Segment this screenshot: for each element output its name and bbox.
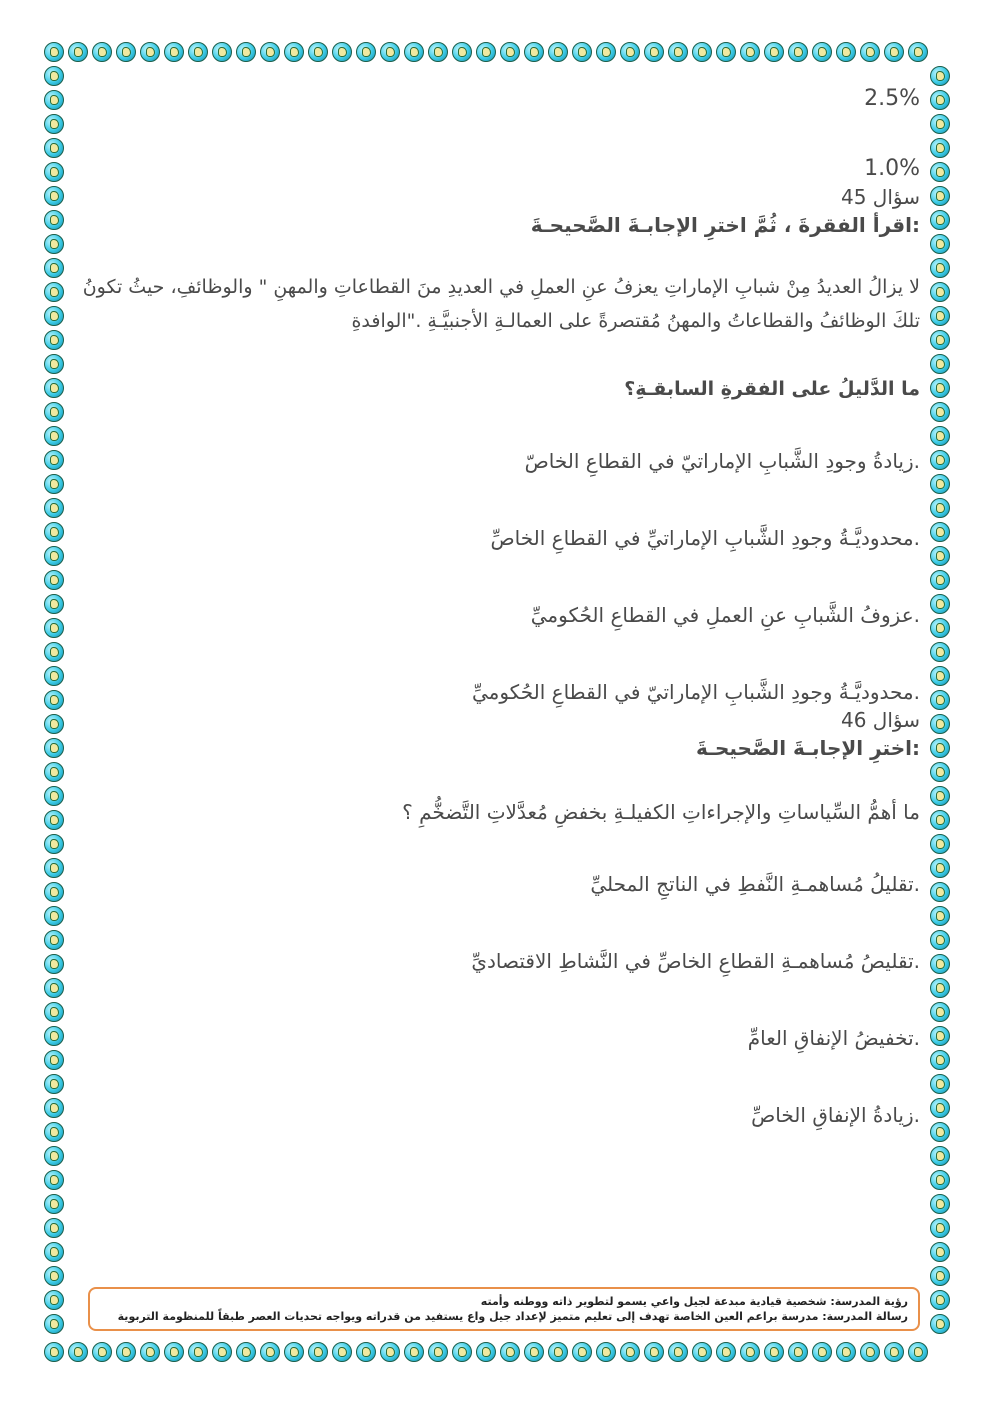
globe-icon bbox=[572, 1342, 592, 1362]
globe-icon bbox=[930, 282, 950, 302]
globe-icon bbox=[212, 42, 232, 62]
globe-icon bbox=[908, 1342, 928, 1362]
globe-icon bbox=[356, 42, 376, 62]
globe-icon bbox=[930, 570, 950, 590]
globe-icon bbox=[428, 42, 448, 62]
globe-icon bbox=[930, 522, 950, 542]
globe-icon bbox=[44, 1290, 64, 1310]
globe-icon bbox=[44, 330, 64, 350]
globe-icon bbox=[908, 42, 928, 62]
globe-icon bbox=[140, 42, 160, 62]
globe-icon bbox=[930, 402, 950, 422]
answer-option[interactable]: .تقليلُ مُساهمـةِ النَّفطِ في الناتجِ المحليِّ bbox=[590, 872, 920, 896]
globe-icon bbox=[44, 834, 64, 854]
globe-icon bbox=[308, 1342, 328, 1362]
globe-icon bbox=[930, 378, 950, 398]
globe-icon bbox=[92, 42, 112, 62]
globe-icon bbox=[380, 1342, 400, 1362]
globe-icon bbox=[930, 306, 950, 326]
globe-icon bbox=[930, 450, 950, 470]
globe-icon bbox=[44, 1002, 64, 1022]
globe-icon bbox=[836, 1342, 856, 1362]
globe-icon bbox=[356, 1342, 376, 1362]
globe-icon bbox=[44, 402, 64, 422]
globe-icon bbox=[716, 42, 736, 62]
answer-option[interactable]: .تخفيضُ الإنفاقِ العامِّ bbox=[747, 1026, 920, 1050]
school-vision: رؤية المدرسة: شخصية قيادية مبدعة لجيل واعي يسمو لتطوير ذاته ووطنه وأمته bbox=[480, 1295, 908, 1308]
globe-icon bbox=[236, 42, 256, 62]
globe-icon bbox=[930, 90, 950, 110]
globe-icon bbox=[930, 258, 950, 278]
globe-icon bbox=[620, 42, 640, 62]
globe-icon bbox=[596, 42, 616, 62]
globe-icon bbox=[44, 666, 64, 686]
question-instruction: :اخترِ الإجابـةَ الصَّحيحـةَ bbox=[696, 736, 920, 760]
globe-icon bbox=[788, 1342, 808, 1362]
globe-icon bbox=[44, 450, 64, 470]
globe-icon bbox=[44, 1026, 64, 1046]
globe-icon bbox=[930, 1242, 950, 1262]
globe-icon bbox=[548, 42, 568, 62]
decorative-border-left bbox=[42, 64, 66, 1336]
globe-icon bbox=[812, 1342, 832, 1362]
decorative-border-right bbox=[928, 64, 952, 1336]
globe-icon bbox=[930, 786, 950, 806]
globe-icon bbox=[572, 42, 592, 62]
school-footer-box bbox=[88, 1287, 920, 1331]
globe-icon bbox=[44, 426, 64, 446]
globe-icon bbox=[44, 714, 64, 734]
decorative-border-top bbox=[42, 40, 930, 64]
globe-icon bbox=[308, 42, 328, 62]
globe-icon bbox=[524, 42, 544, 62]
globe-icon bbox=[188, 42, 208, 62]
globe-icon bbox=[930, 714, 950, 734]
globe-icon bbox=[116, 42, 136, 62]
globe-icon bbox=[428, 1342, 448, 1362]
globe-icon bbox=[44, 474, 64, 494]
globe-icon bbox=[930, 594, 950, 614]
globe-icon bbox=[44, 138, 64, 158]
question-number: سؤال 46 bbox=[841, 708, 920, 732]
globe-icon bbox=[44, 1098, 64, 1118]
globe-icon bbox=[68, 42, 88, 62]
globe-icon bbox=[44, 1122, 64, 1142]
globe-icon bbox=[930, 546, 950, 566]
globe-icon bbox=[930, 618, 950, 638]
globe-icon bbox=[44, 114, 64, 134]
globe-icon bbox=[644, 42, 664, 62]
answer-option[interactable]: .تقليصُ مُساهمـةِ القطاعِ الخاصِّ في النَّشاطِ الاقتصاديِّ bbox=[471, 949, 920, 973]
globe-icon bbox=[380, 42, 400, 62]
globe-icon bbox=[92, 1342, 112, 1362]
globe-icon bbox=[44, 1242, 64, 1262]
globe-icon bbox=[44, 90, 64, 110]
globe-icon bbox=[44, 354, 64, 374]
globe-icon bbox=[116, 1342, 136, 1362]
globe-icon bbox=[930, 954, 950, 974]
globe-icon bbox=[930, 762, 950, 782]
globe-icon bbox=[930, 1146, 950, 1166]
globe-icon bbox=[452, 42, 472, 62]
globe-icon bbox=[930, 738, 950, 758]
question-stem: ما أهمُّ السِّياساتِ والإجراءاتِ الكفيلـةِ بخفضِ مُعدَّلاتِ التَّضخُّمِ ؟ bbox=[402, 800, 920, 824]
globe-icon bbox=[44, 1146, 64, 1166]
globe-icon bbox=[716, 1342, 736, 1362]
globe-icon bbox=[930, 234, 950, 254]
answer-option[interactable]: .محدوديَّـةُ وجودِ الشَّبابِ الإماراتيِّ في القطاعِ الخاصِّ bbox=[490, 526, 920, 550]
globe-icon bbox=[44, 258, 64, 278]
globe-icon bbox=[212, 1342, 232, 1362]
globe-icon bbox=[548, 1342, 568, 1362]
globe-icon bbox=[44, 882, 64, 902]
globe-icon bbox=[930, 1026, 950, 1046]
globe-icon bbox=[44, 1170, 64, 1190]
globe-icon bbox=[812, 42, 832, 62]
globe-icon bbox=[524, 1342, 544, 1362]
question-stem: ما الدَّليلُ على الفقرةِ السابقـةِ؟ bbox=[624, 378, 920, 400]
globe-icon bbox=[930, 1194, 950, 1214]
globe-icon bbox=[930, 1218, 950, 1238]
globe-icon bbox=[668, 1342, 688, 1362]
globe-icon bbox=[44, 594, 64, 614]
globe-icon bbox=[44, 1266, 64, 1286]
globe-icon bbox=[930, 210, 950, 230]
globe-icon bbox=[404, 1342, 424, 1362]
globe-icon bbox=[476, 42, 496, 62]
globe-icon bbox=[44, 546, 64, 566]
globe-icon bbox=[620, 1342, 640, 1362]
globe-icon bbox=[164, 42, 184, 62]
globe-icon bbox=[44, 306, 64, 326]
globe-icon bbox=[44, 570, 64, 590]
globe-icon bbox=[44, 1314, 64, 1334]
globe-icon bbox=[764, 1342, 784, 1362]
globe-icon bbox=[930, 690, 950, 710]
school-mission: رسالة المدرسة: مدرسة براعم العين الخاصة تهدف إلى تعليم متميز لإعداد جيل واع يستفيد من قدراته ويواجه تحديات العصر طبقاً للمنظومة التربوية bbox=[117, 1310, 908, 1323]
globe-icon bbox=[332, 1342, 352, 1362]
globe-icon bbox=[930, 330, 950, 350]
reading-paragraph: لا يزالُ العديدُ مِنْ شبابِ الإماراتِ يعزفُ عنِ العملِ في العديدِ منَ القطاعاتِ والمهنِ " والوظائفِ، حيثُ تكونُ تلكَ الوظائفُ والقطاعاتُ والمهنُ مُقتصرةً على العمالـةِ الأجنبيَّـةِ ."الوافدةِ bbox=[82, 276, 920, 332]
globe-icon bbox=[930, 882, 950, 902]
globe-icon bbox=[644, 1342, 664, 1362]
question-instruction: :اقرأ الفقرةَ ، ثُمَّ اخترِ الإجابـةَ الصَّحيحـةَ bbox=[530, 213, 920, 237]
globe-icon bbox=[860, 42, 880, 62]
globe-icon bbox=[930, 114, 950, 134]
globe-icon bbox=[44, 378, 64, 398]
globe-icon bbox=[930, 930, 950, 950]
globe-icon bbox=[930, 1290, 950, 1310]
globe-icon bbox=[596, 1342, 616, 1362]
globe-icon bbox=[692, 42, 712, 62]
globe-icon bbox=[44, 210, 64, 230]
globe-icon bbox=[930, 642, 950, 662]
globe-icon bbox=[44, 618, 64, 638]
globe-icon bbox=[44, 906, 64, 926]
globe-icon bbox=[284, 42, 304, 62]
answer-option[interactable]: .زيادةُ وجودِ الشَّبابِ الإماراتيّ في القطاعِ الخاصّ bbox=[524, 449, 920, 473]
globe-icon bbox=[930, 354, 950, 374]
globe-icon bbox=[260, 42, 280, 62]
globe-icon bbox=[44, 978, 64, 998]
globe-icon bbox=[788, 42, 808, 62]
globe-icon bbox=[44, 522, 64, 542]
globe-icon bbox=[884, 1342, 904, 1362]
globe-icon bbox=[44, 1074, 64, 1094]
globe-icon bbox=[884, 42, 904, 62]
globe-icon bbox=[740, 42, 760, 62]
globe-icon bbox=[930, 426, 950, 446]
globe-icon bbox=[44, 738, 64, 758]
globe-icon bbox=[332, 42, 352, 62]
globe-icon bbox=[930, 474, 950, 494]
globe-icon bbox=[930, 906, 950, 926]
globe-icon bbox=[452, 1342, 472, 1362]
globe-icon bbox=[930, 1122, 950, 1142]
globe-icon bbox=[44, 642, 64, 662]
answer-option[interactable]: .عزوفُ الشَّبابِ عنِ العملِ في القطاعِ الحُكوميِّ bbox=[530, 603, 920, 627]
globe-icon bbox=[44, 162, 64, 182]
globe-icon bbox=[44, 282, 64, 302]
globe-icon bbox=[930, 1002, 950, 1022]
globe-icon bbox=[930, 1266, 950, 1286]
globe-icon bbox=[930, 162, 950, 182]
globe-icon bbox=[140, 1342, 160, 1362]
globe-icon bbox=[930, 810, 950, 830]
question-number: سؤال 45 bbox=[841, 185, 920, 209]
globe-icon bbox=[44, 690, 64, 710]
worksheet-content bbox=[80, 84, 920, 1130]
globe-icon bbox=[164, 1342, 184, 1362]
answer-option[interactable]: .محدوديَّـةُ وجودِ الشَّبابِ الإماراتيّ في القطاعِ الحُكوميِّ bbox=[471, 680, 920, 704]
globe-icon bbox=[930, 666, 950, 686]
globe-icon bbox=[44, 1342, 64, 1362]
globe-icon bbox=[404, 42, 424, 62]
globe-icon bbox=[836, 42, 856, 62]
globe-icon bbox=[930, 858, 950, 878]
globe-icon bbox=[44, 42, 64, 62]
globe-icon bbox=[930, 1098, 950, 1118]
option-value: 2.5% bbox=[864, 86, 920, 111]
globe-icon bbox=[476, 1342, 496, 1362]
globe-icon bbox=[692, 1342, 712, 1362]
globe-icon bbox=[44, 1218, 64, 1238]
globe-icon bbox=[188, 1342, 208, 1362]
globe-icon bbox=[930, 138, 950, 158]
globe-icon bbox=[930, 498, 950, 518]
globe-icon bbox=[930, 1050, 950, 1070]
answer-option[interactable]: .زيادةُ الإنفاقِ الخاصِّ bbox=[751, 1103, 920, 1127]
globe-icon bbox=[930, 978, 950, 998]
globe-icon bbox=[44, 762, 64, 782]
globe-icon bbox=[44, 498, 64, 518]
globe-icon bbox=[284, 1342, 304, 1362]
globe-icon bbox=[44, 66, 64, 86]
option-value: 1.0% bbox=[864, 156, 920, 181]
globe-icon bbox=[260, 1342, 280, 1362]
globe-icon bbox=[930, 834, 950, 854]
globe-icon bbox=[44, 810, 64, 830]
globe-icon bbox=[860, 1342, 880, 1362]
globe-icon bbox=[930, 1074, 950, 1094]
globe-icon bbox=[500, 1342, 520, 1362]
decorative-border-bottom bbox=[42, 1340, 930, 1364]
globe-icon bbox=[44, 1194, 64, 1214]
globe-icon bbox=[500, 42, 520, 62]
globe-icon bbox=[668, 42, 688, 62]
globe-icon bbox=[930, 66, 950, 86]
globe-icon bbox=[68, 1342, 88, 1362]
globe-icon bbox=[764, 42, 784, 62]
globe-icon bbox=[44, 786, 64, 806]
globe-icon bbox=[44, 1050, 64, 1070]
globe-icon bbox=[44, 858, 64, 878]
globe-icon bbox=[740, 1342, 760, 1362]
globe-icon bbox=[44, 186, 64, 206]
globe-icon bbox=[930, 1314, 950, 1334]
globe-icon bbox=[236, 1342, 256, 1362]
globe-icon bbox=[44, 930, 64, 950]
globe-icon bbox=[44, 234, 64, 254]
globe-icon bbox=[930, 1170, 950, 1190]
globe-icon bbox=[44, 954, 64, 974]
globe-icon bbox=[930, 186, 950, 206]
